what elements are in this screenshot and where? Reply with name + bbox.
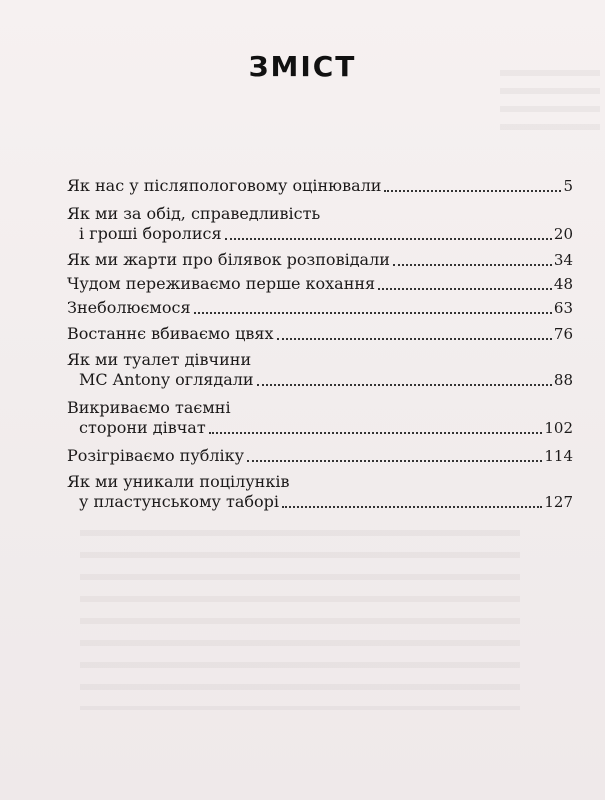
- toc-entry: [67, 274, 573, 294]
- toc-page-number: 127: [544, 493, 573, 511]
- toc-entry: [67, 176, 573, 196]
- toc-leader-dots: [378, 287, 552, 290]
- toc-entry: [67, 324, 573, 344]
- toc-leader-dots: [257, 383, 552, 386]
- toc-leader-dots: [247, 459, 542, 462]
- toc-entry-title: Як ми уникали поцілунків: [67, 472, 290, 491]
- toc-entry-title: Востаннє вбиваємо цвях: [67, 324, 274, 343]
- toc-entry: [67, 204, 573, 244]
- toc-leader-dots: [225, 237, 552, 240]
- toc-entry-title: Викриваємо таємні: [67, 398, 231, 417]
- bleed-through-decoration: [80, 530, 520, 710]
- toc-entry-title: Чудом переживаємо перше кохання: [67, 274, 376, 293]
- toc-entry-title: Як ми туалет дівчини: [67, 350, 252, 369]
- toc-entry-title-continued: МС Antony оглядали: [79, 370, 254, 389]
- toc-leader-dots: [277, 337, 552, 340]
- toc-entry-title: Як ми за обід, справедливість: [67, 204, 321, 223]
- toc-entry: [67, 398, 573, 438]
- toc-leader-dots: [282, 505, 542, 508]
- toc-entry-title: Знеболюємося: [67, 298, 191, 317]
- toc-page-number: 48: [553, 275, 573, 293]
- toc-entry: [67, 446, 573, 466]
- toc-leader-dots: [384, 189, 561, 192]
- page-title: ЗМІСТ: [248, 50, 357, 83]
- toc-entry-title-continued: сторони дівчат: [79, 418, 206, 437]
- toc-leader-dots: [194, 311, 552, 314]
- toc-page-number: 34: [553, 251, 573, 269]
- toc-leader-dots: [393, 263, 552, 266]
- toc-page-number: 63: [553, 299, 573, 317]
- toc-entry: [67, 298, 573, 318]
- toc-page-number: 76: [553, 325, 573, 343]
- toc-leader-dots: [209, 431, 543, 434]
- toc-entry-title: Як нас у післяпологовому оцінювали: [67, 176, 382, 195]
- toc-entry-title: Як ми жарти про білявок розповідали: [67, 250, 390, 269]
- toc-entry-title-continued: і гроші боролися: [79, 224, 222, 243]
- toc-entry: [67, 350, 573, 390]
- toc-entry-title: Розігріваємо публіку: [67, 446, 245, 465]
- toc-page-number: 5: [563, 177, 573, 195]
- toc-entry-title-continued: у пластунському таборі: [79, 492, 280, 511]
- toc-entry: [67, 250, 573, 270]
- toc-page-number: 114: [544, 447, 573, 465]
- toc-page-number: 102: [544, 419, 573, 437]
- toc-page-number: 88: [553, 371, 573, 389]
- toc-page-number: 20: [553, 225, 573, 243]
- toc-entry: [67, 472, 573, 512]
